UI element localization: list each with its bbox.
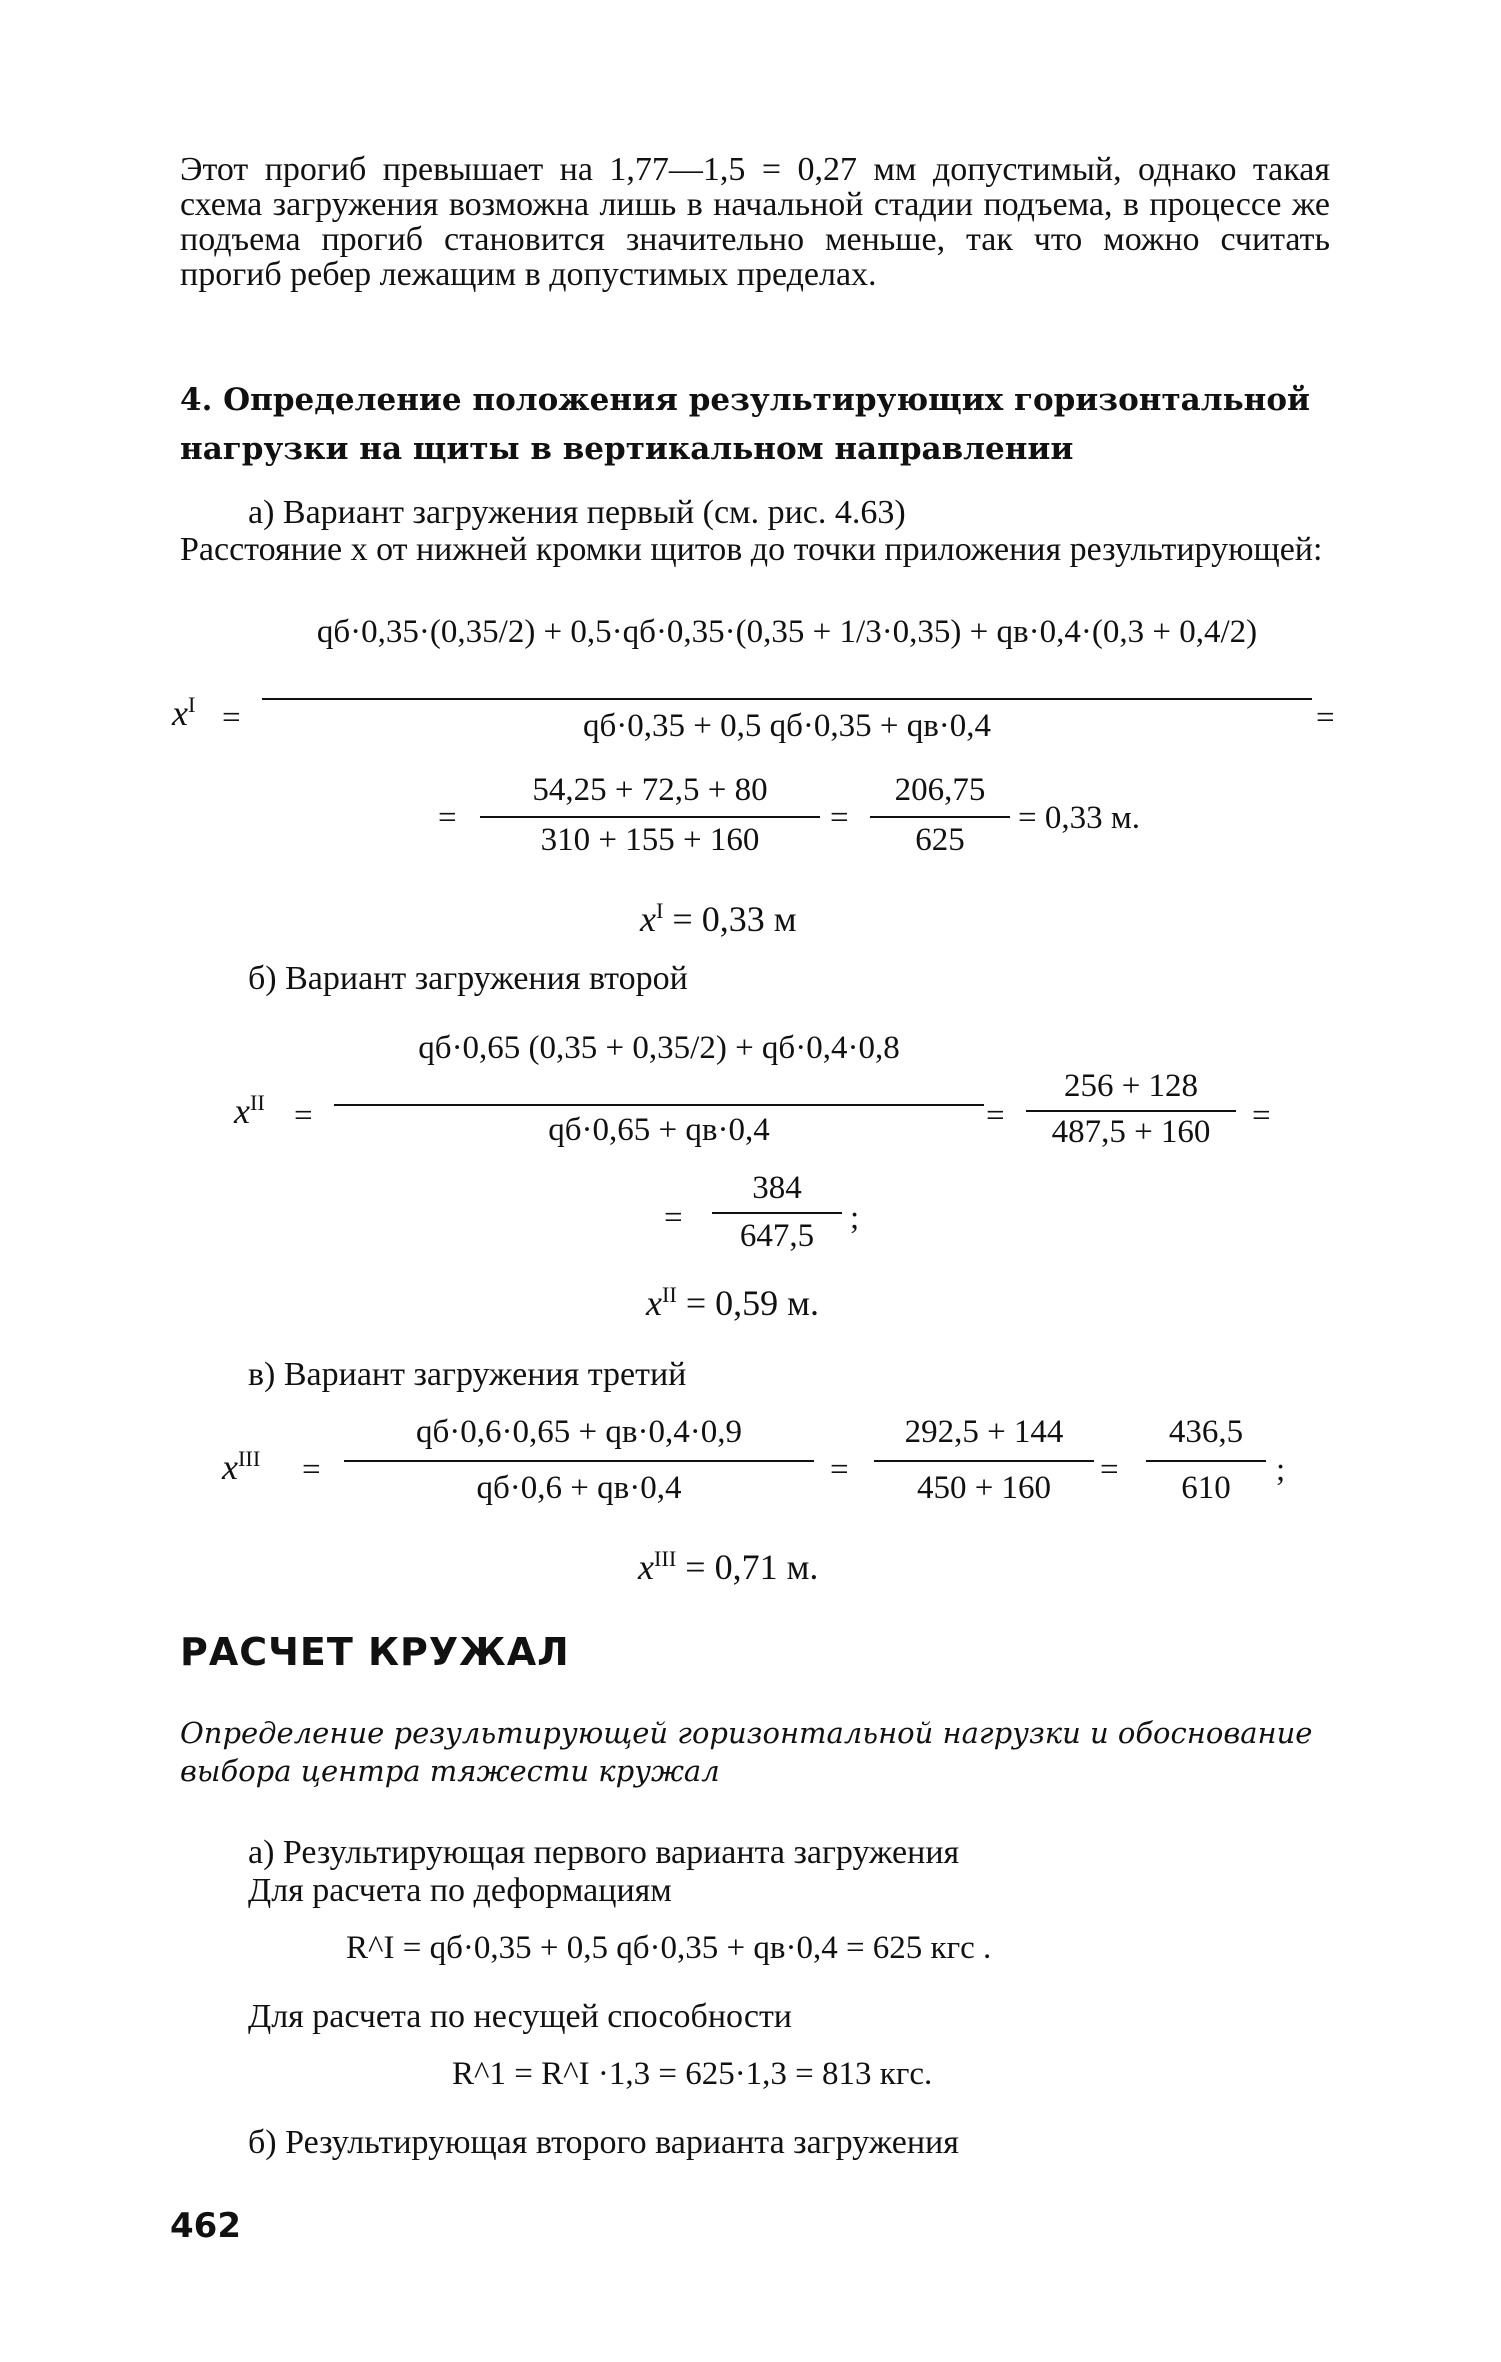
- book-page: Этот прогиб превышает на 1,77—1,5 = 0,27 мм допустимый, однако такая схема загружения возможна лишь в начальной стадии подъема, в процессе же подъема прогиб становится значительно меньше, так что можно считать прогиб ребер лежащим в допустимых пределах. 4. Определение положения результирующих горизонтальной нагрузки на щиты в вертикальном направлении а) Вариант загружения первый (см. рис. 4.63) Расстояние x от нижней кромки щитов до точки приложения результирующей: $x^I$ = qб·0,35·(0,35/2) + 0,5·qб·0,35·(0,35 + 1/3·0,35) + qв·0,4·(0,3 + 0,4/2) qб·0,35 + 0,5 qб·0,35 + qв·0,4 = = 54,25 + 72,5 + 80 310 + 155 + 160 = 206,75 625 = 0,33 м. $x^I = 0,33$ м б) Вариант загружения второй $x^{II}$ = qб·0,65 (0,35 + 0,35/2) + qб·0,4·0,8 qб·0,65 + qв·0,4 = 256 + 128 487,5 + 160 = = 384 647,5 ; $x^{II} = 0,59$ м. в) Вариант загружения третий $x^{III}$ = qб·0,6·0,65 + qв·0,4·0,9 qб·0,6 + qв·0,4 = 292,5 + 144 450 + 160 = 436,5 610 ; $x^{III} = 0,71$ м. РАСЧЕТ КРУЖАЛ Определение результирующей горизонтальной нагрузки и обоснование выбора центра тяжести кружал а) Результирующая первого варианта загружения Для расчета по деформациям R^I = qб·0,35 + 0,5 qб·0,35 + qв·0,4 = 625 кгс . Для расчета по несущей способности R^1 = R^I ·1,3 = 625·1,3 = 813 кгс. б) Результирующая второго варианта загружения 462: [170, 151, 1335, 2246]
- intro-paragraph: Этот прогиб превышает на 1,77—1,5 = 0,27 мм допустимый, однако такая схема загружения возможна лишь в начальной стадии подъема, в процессе же подъема прогиб становится значительно меньше, так что можно считать прогиб ребер лежащим в допустимых пределах.: [180, 151, 1330, 293]
- xII-numerator: qб·0,65 (0,35 + 0,35/2) + qб·0,4·0,8: [418, 1030, 900, 1066]
- kruzhal-title: РАСЧЕТ КРУЖАЛ: [180, 1630, 570, 1674]
- xIII-step2-numerator: 436,5: [1168, 1414, 1244, 1450]
- xIII-step-denominator: 450 + 160: [916, 1470, 1052, 1506]
- xI-final: $x^I = 0,33$ м: [640, 898, 797, 939]
- xI-numerator: qб·0,35·(0,35/2) + 0,5·qб·0,35·(0,35 + 1/3·0,35) + qв·0,4·(0,3 + 0,4/2): [316, 614, 1258, 650]
- xII-step-numerator: 256 + 128: [1063, 1068, 1199, 1104]
- xII-step-denominator: 487,5 + 160: [1051, 1114, 1211, 1150]
- item-b-label: б) Результирующая второго варианта загружения: [248, 2124, 959, 2161]
- variant-a-description: Расстояние x от нижней кромки щитов до точки приложения результирующей:: [180, 531, 1323, 568]
- xIII-denominator: qб·0,6 + qв·0,4: [476, 1470, 682, 1506]
- formula-RI: R^I = qб·0,35 + 0,5 qб·0,35 + qв·0,4 = 625 кгс .: [346, 1930, 992, 1966]
- kruzhal-subtitle: Определение результирующей горизонтальной нагрузки и обоснование выбора центра тяжести кружал: [180, 1716, 1313, 1788]
- deformation-label: Для расчета по деформациям: [248, 1872, 672, 1909]
- xIII-step-numerator: 292,5 + 144: [904, 1414, 1064, 1450]
- page-number: 462: [170, 2206, 241, 2246]
- xII-step2-denominator: 647,5: [739, 1218, 815, 1254]
- variant-c-label: в) Вариант загружения третий: [248, 1356, 687, 1393]
- formula-R1: R^1 = R^I ·1,3 = 625·1,3 = 813 кгс.: [452, 2056, 933, 2092]
- xIII-step2-denominator: 610: [1181, 1470, 1231, 1506]
- xI-step-denominator: 310 + 155 + 160: [540, 822, 760, 858]
- strength-label: Для расчета по несущей способности: [248, 1998, 792, 2035]
- xII-step2-numerator: 384: [752, 1170, 802, 1206]
- xIII-symbol: $x^{III}$: [222, 1446, 261, 1487]
- section-4-heading: 4. Определение положения результирующих горизонтальной нагрузки на щиты в вертикальном направлении: [180, 382, 1311, 467]
- xII-symbol: $x^{II}$: [234, 1090, 265, 1131]
- xI-step-numerator: 54,25 + 72,5 + 80: [532, 772, 768, 808]
- xI-fraction-bar: [262, 698, 1312, 700]
- xI-symbol: $x^I$: [172, 692, 196, 733]
- xII-final: $x^{II} = 0,59$ м.: [646, 1282, 819, 1323]
- xI-step2-denominator: 625: [915, 822, 965, 858]
- xIII-numerator: qб·0,6·0,65 + qв·0,4·0,9: [416, 1414, 742, 1450]
- variant-a-label: а) Вариант загружения первый (см. рис. 4.63): [248, 494, 906, 531]
- xIII-final: $x^{III} = 0,71$ м.: [638, 1546, 819, 1587]
- xI-result: = 0,33 м.: [1018, 800, 1140, 836]
- xI-denominator: qб·0,35 + 0,5 qб·0,35 + qв·0,4: [582, 708, 992, 744]
- xI-step2-numerator: 206,75: [894, 772, 986, 808]
- item-a-label: а) Результирующая первого варианта загружения: [248, 1834, 960, 1871]
- xII-denominator: qб·0,65 + qв·0,4: [548, 1112, 770, 1148]
- variant-b-label: б) Вариант загружения второй: [248, 960, 688, 997]
